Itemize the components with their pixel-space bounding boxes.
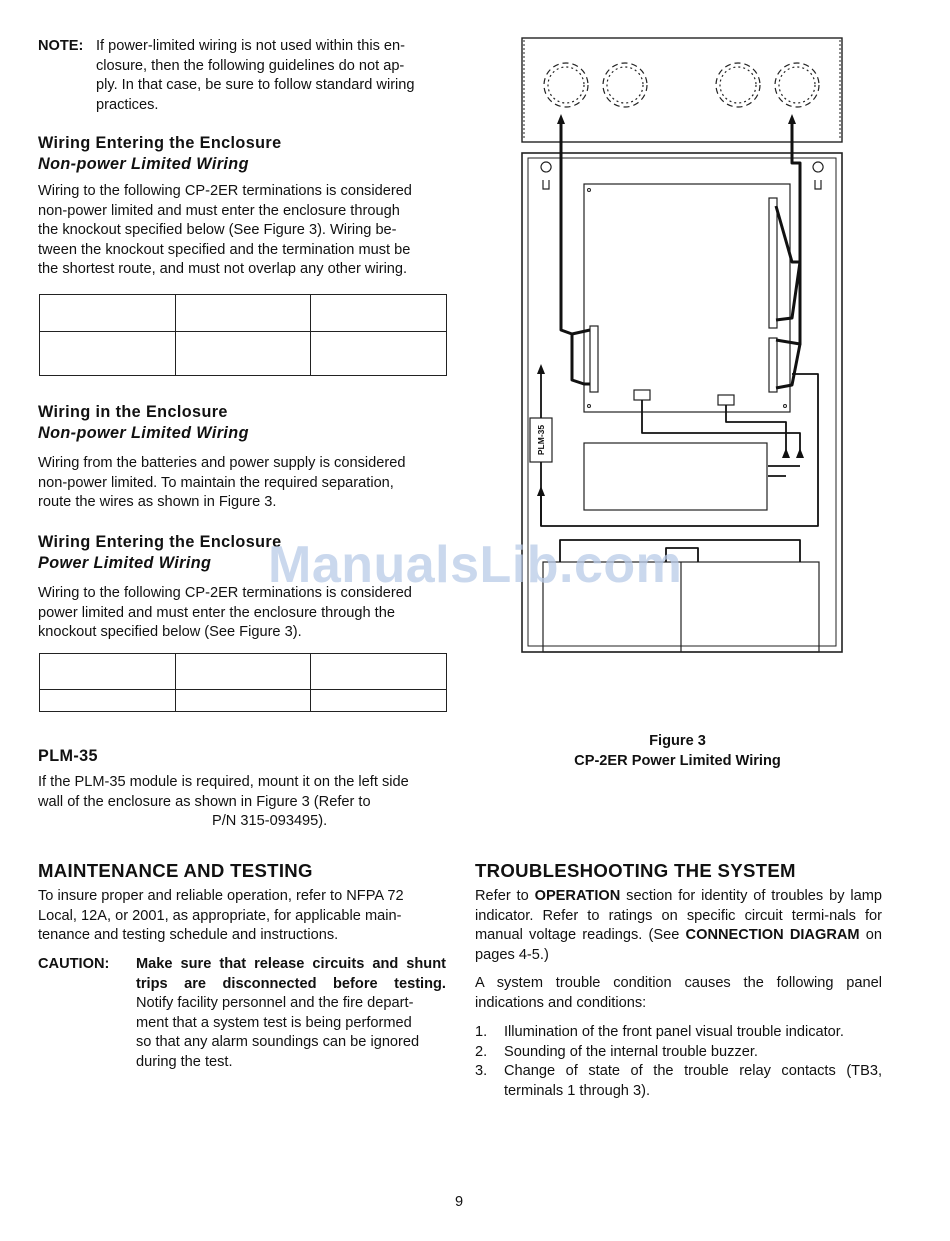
body-line: tenance and testing schedule and instructions. bbox=[38, 927, 339, 943]
caution-line: during the test. bbox=[136, 1053, 233, 1070]
pl-termination-table bbox=[39, 653, 447, 712]
table-cell bbox=[40, 295, 176, 332]
body-line: Wiring to the following CP-2ER terminations is considered bbox=[38, 183, 412, 199]
keyhole bbox=[813, 162, 823, 189]
plm-body bbox=[38, 773, 448, 832]
troubleshooting-p1 bbox=[475, 887, 882, 965]
section-in-npl-title: Wiring in the Enclosure bbox=[38, 403, 228, 421]
section-entering-pl-subtitle: Power Limited Wiring bbox=[38, 554, 212, 572]
section-entering-npl-body bbox=[38, 182, 446, 280]
body-line: wall of the enclosure as shown in Figure 3 (Refer to bbox=[38, 793, 371, 810]
caution-line: ment that a system test is being performed bbox=[136, 1014, 412, 1031]
caution-bold-line: Make sure that release circuits and shunt bbox=[136, 956, 446, 972]
body-line: Wiring to the following CP-2ER terminations is considered bbox=[38, 585, 412, 601]
list-number: 2. bbox=[475, 1043, 488, 1060]
note-text bbox=[96, 37, 446, 115]
keyhole bbox=[541, 162, 551, 189]
knockout-hole bbox=[603, 63, 647, 107]
body-line: Wiring from the batteries and power supply is considered bbox=[38, 455, 406, 471]
caution-line: so that any alarm soundings can be ignored bbox=[136, 1034, 420, 1050]
note-line: ply. In that case, be sure to follow standard wiring bbox=[96, 77, 415, 93]
body-line: the knockout specified below (See Figure 3). Wiring be- bbox=[38, 222, 397, 238]
note-line: closure, then the following guidelines do not ap- bbox=[96, 57, 405, 74]
terminal-block bbox=[769, 198, 777, 328]
body-line: non-power limited. To maintain the required separation, bbox=[38, 474, 394, 491]
body-line: If the PLM-35 module is required, mount it on the left side bbox=[38, 774, 409, 790]
text-run-bold: OPERATION bbox=[534, 888, 621, 904]
note-line: practices. bbox=[96, 96, 159, 113]
list-number: 3. bbox=[475, 1063, 488, 1079]
figure-number: Figure 3 bbox=[649, 733, 706, 749]
body-line: the shortest route, and must not overlap any other wiring. bbox=[38, 261, 408, 277]
caution-line: Notify facility personnel and the fire depart- bbox=[136, 995, 414, 1011]
list-number: 1. bbox=[475, 1024, 488, 1040]
page-number: 9 bbox=[455, 1194, 464, 1210]
body-line: knockout specified below (See Figure 3). bbox=[38, 624, 302, 640]
caution-bold-line: trips are disconnected before testing. bbox=[136, 975, 446, 992]
table-cell bbox=[175, 295, 311, 332]
plm-35-label: PLM-35 bbox=[536, 424, 546, 456]
connector bbox=[634, 390, 650, 400]
table-cell bbox=[311, 654, 447, 690]
note-label: NOTE: bbox=[38, 38, 84, 54]
table-cell bbox=[175, 654, 311, 690]
plm-title: PLM-35 bbox=[38, 747, 98, 765]
connector bbox=[718, 395, 734, 405]
knockout-hole bbox=[716, 63, 760, 107]
body-line: P/N 315-093495). bbox=[212, 813, 328, 829]
figure-title: CP-2ER Power Limited Wiring bbox=[574, 752, 781, 769]
npl-termination-table bbox=[39, 294, 447, 376]
list-text: Illumination of the front panel visual trouble indicator. bbox=[504, 1024, 844, 1040]
list-item bbox=[475, 1023, 882, 1043]
table-cell bbox=[311, 295, 447, 332]
knockout-hole bbox=[775, 63, 819, 107]
list-item bbox=[475, 1043, 882, 1063]
note-line: If power-limited wiring is not used within this en- bbox=[96, 38, 406, 54]
caution-label: CAUTION: bbox=[38, 956, 110, 972]
maintenance-body bbox=[38, 887, 446, 946]
section-in-npl-subtitle: Non-power Limited Wiring bbox=[38, 424, 249, 442]
caution-text bbox=[136, 955, 446, 1072]
maintenance-title: MAINTENANCE AND TESTING bbox=[38, 860, 313, 881]
troubleshooting-p2: A system trouble condition causes the following panel indications and conditions: bbox=[475, 975, 882, 1011]
body-line: To insure proper and reliable operation, refer to NFPA 72 bbox=[38, 888, 404, 904]
table-cell bbox=[175, 332, 311, 376]
list-text: Sounding of the internal trouble buzzer. bbox=[504, 1043, 758, 1060]
watermark: ManualsLib.com bbox=[268, 536, 683, 594]
trouble-list bbox=[475, 1023, 882, 1101]
list-item bbox=[475, 1062, 882, 1101]
power-supply bbox=[584, 443, 767, 510]
body-line: tween the knockout specified and the termination must be bbox=[38, 241, 411, 258]
table-cell bbox=[40, 332, 176, 376]
troubleshooting-title: TROUBLESHOOTING THE SYSTEM bbox=[475, 860, 796, 881]
table-cell bbox=[311, 332, 447, 376]
section-entering-pl-title: Wiring Entering the Enclosure bbox=[38, 533, 282, 551]
section-entering-npl-title: Wiring Entering the Enclosure bbox=[38, 134, 282, 152]
table-cell bbox=[40, 690, 176, 712]
section-entering-npl-subtitle: Non-power Limited Wiring bbox=[38, 155, 249, 173]
terminal-block bbox=[769, 338, 777, 392]
body-line: Local, 12A, or 2001, as appropriate, for applicable main- bbox=[38, 907, 402, 924]
terminal-block bbox=[590, 326, 598, 392]
power-limited-wire bbox=[561, 122, 590, 384]
body-line: power limited and must enter the enclosure through the bbox=[38, 604, 395, 621]
section-in-npl-body bbox=[38, 454, 446, 513]
table-cell bbox=[311, 690, 447, 712]
knockout-hole bbox=[544, 63, 588, 107]
text-run: section for identity of troubles by lamp indicator. Refer to ratings on specific circuit termi-nals for manual voltage readings. (See bbox=[475, 888, 882, 943]
body-line: route the wires as shown in Figure 3. bbox=[38, 494, 277, 510]
figure-caption bbox=[500, 732, 855, 771]
text-run-bold: CONNECTION DIAGRAM bbox=[685, 927, 860, 943]
circuit-board bbox=[584, 184, 790, 412]
text-run: on pages 4-5.) bbox=[475, 927, 882, 963]
table-cell bbox=[175, 690, 311, 712]
body-line: non-power limited and must enter the enclosure through bbox=[38, 202, 400, 219]
knockout-box bbox=[522, 38, 842, 142]
table-cell bbox=[40, 654, 176, 690]
list-text: Change of state of the trouble relay contacts (TB3, terminals 1 through 3). bbox=[504, 1063, 882, 1099]
text-run: Refer to bbox=[475, 888, 535, 904]
